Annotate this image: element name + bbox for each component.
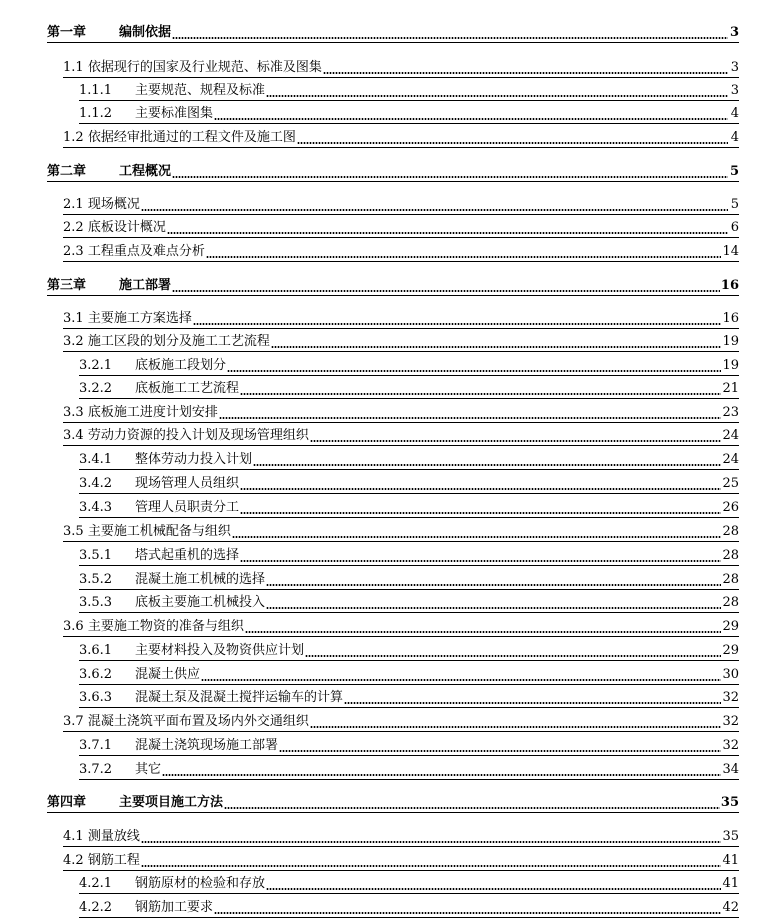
dot-leader (167, 231, 728, 235)
toc-entry[interactable] (63, 401, 739, 423)
toc-page-number: 28 (722, 524, 739, 539)
toc-entry-title (63, 714, 309, 731)
toc-page-number: 19 (722, 358, 739, 373)
toc-section-row[interactable] (0, 710, 784, 732)
toc-entry-number: 3.4.1 (79, 452, 113, 467)
toc-entry-text: 钢筋工程 (87, 853, 140, 868)
toc-page-number: 25 (722, 476, 739, 491)
toc-subsection-row[interactable] (0, 686, 784, 708)
toc-subsection-row[interactable] (0, 758, 784, 780)
toc-section-row[interactable] (0, 615, 784, 637)
toc-page-number: 32 (722, 714, 739, 729)
toc-chapter-row[interactable] (0, 274, 784, 296)
dot-leader (245, 630, 722, 634)
toc-page-number: 19 (722, 334, 739, 349)
toc-entry-title (79, 381, 239, 398)
toc-entry[interactable] (79, 896, 739, 918)
dot-leader (232, 535, 722, 539)
toc-page-number: 34 (722, 762, 739, 777)
toc-page-number: 28 (722, 572, 739, 587)
toc-entry-text: 整体劳动力投入计划 (135, 452, 253, 467)
toc-section-row[interactable] (0, 849, 784, 871)
toc-entry-title (63, 428, 309, 445)
toc-entry-text: 劳动力资源的投入计划及现场管理组织 (87, 428, 309, 443)
toc-entry-title (47, 795, 223, 812)
toc-page-number: 29 (722, 643, 739, 658)
toc-entry[interactable] (79, 377, 739, 399)
toc-subsection-row[interactable] (0, 872, 784, 894)
toc-section-row[interactable] (0, 193, 784, 215)
toc-entry-number: 3.6.3 (79, 690, 113, 705)
toc-entry-text: 主要施工物资的准备与组织 (87, 619, 244, 634)
dot-leader (266, 94, 728, 98)
toc-entry-text: 底板设计概况 (87, 220, 166, 235)
toc-entry-number: 第四章 (47, 795, 87, 810)
toc-entry-title (79, 358, 226, 375)
toc-page-number: 29 (722, 619, 739, 634)
toc-entry-number: 3.4.2 (79, 476, 113, 491)
toc-entry[interactable] (79, 872, 739, 894)
toc-entry-number: 1.1.1 (79, 83, 113, 98)
toc-entry[interactable] (79, 448, 739, 470)
toc-page-number: 5 (730, 197, 739, 212)
toc-entry[interactable] (47, 791, 739, 813)
dot-leader (240, 487, 721, 491)
dot-leader (162, 773, 721, 777)
toc-entry-text: 主要材料投入及物资供应计划 (135, 643, 305, 658)
dot-leader (141, 864, 722, 868)
toc-entry-number: 3.5.3 (79, 595, 113, 610)
toc-entry-number: 2.3 (63, 244, 84, 259)
toc-subsection-row[interactable] (0, 79, 784, 101)
toc-entry-title (63, 311, 192, 328)
toc-entry-number: 第三章 (47, 278, 87, 293)
dot-leader (266, 887, 721, 891)
toc-entry-number: 3.7.1 (79, 738, 113, 753)
toc-entry-title (63, 130, 296, 147)
toc-page-number: 35 (722, 829, 739, 844)
toc-entry-number: 3.6.2 (79, 667, 113, 682)
toc-entry-title (47, 278, 171, 295)
dot-leader (172, 175, 728, 179)
toc-subsection-row[interactable] (0, 102, 784, 124)
toc-entry-number: 1.2 (63, 130, 84, 145)
toc-entry-title (79, 548, 239, 565)
toc-subsection-row[interactable] (0, 639, 784, 661)
toc-entry-text: 工程重点及难点分析 (87, 244, 205, 259)
toc-page-number: 21 (722, 381, 739, 396)
toc-entry-text: 底板主要施工机械投入 (135, 595, 266, 610)
toc-subsection-row[interactable] (0, 377, 784, 399)
toc-entry[interactable] (79, 639, 739, 661)
toc-entry-number: 3.5.1 (79, 548, 113, 563)
toc-entry-title (79, 690, 343, 707)
toc-entry-number: 3.5.2 (79, 572, 113, 587)
toc-entry[interactable] (63, 849, 739, 871)
toc-entry-number: 3.2.2 (79, 381, 113, 396)
dot-leader (253, 463, 721, 467)
toc-entry-number: 2.2 (63, 220, 84, 235)
toc-entry[interactable] (63, 216, 739, 238)
toc-entry[interactable] (63, 424, 739, 446)
toc-entry-number: 3.6.1 (79, 643, 113, 658)
dot-leader (214, 911, 721, 915)
toc-entry[interactable] (63, 307, 739, 329)
toc-entry-text: 现场概况 (87, 197, 140, 212)
toc-page-number: 41 (722, 876, 739, 891)
toc-entry-title (63, 405, 218, 422)
toc-section-row[interactable] (0, 330, 784, 352)
toc-entry[interactable] (63, 193, 739, 215)
toc-section-row[interactable] (0, 825, 784, 847)
toc-page-number: 3 (729, 25, 739, 40)
toc-subsection-row[interactable] (0, 896, 784, 918)
toc-entry-number: 3.4.3 (79, 500, 113, 515)
dot-leader (240, 511, 721, 515)
dot-leader (344, 701, 721, 705)
toc-page-number: 24 (722, 428, 739, 443)
toc-entry-text: 底板施工进度计划安排 (87, 405, 218, 420)
dot-leader (271, 345, 722, 349)
toc-entry-text: 依据经审批通过的工程文件及施工图 (87, 130, 296, 145)
toc-entry-text: 工程概况 (119, 164, 172, 179)
toc-chapter-row[interactable] (0, 160, 784, 182)
toc-page-number: 28 (722, 548, 739, 563)
toc-entry-title (79, 643, 304, 660)
toc-entry-number: 4.2 (63, 853, 84, 868)
toc-entry-title (63, 197, 140, 214)
toc-entry[interactable] (63, 615, 739, 637)
dot-leader (219, 416, 722, 420)
toc-entry-text: 主要规范、规程及标准 (135, 83, 266, 98)
toc-entry-number: 4.1 (63, 829, 84, 844)
toc-page-number: 4 (730, 106, 739, 121)
toc-section-row[interactable] (0, 520, 784, 542)
toc-page-number: 41 (722, 853, 739, 868)
toc-entry-number: 3.7 (63, 714, 84, 729)
toc-entry-text: 钢筋加工要求 (135, 900, 214, 915)
toc-section-row[interactable] (0, 424, 784, 446)
toc-entry[interactable] (79, 663, 739, 685)
toc-page-number: 4 (730, 130, 739, 145)
toc-page-number: 6 (730, 220, 739, 235)
toc-entry[interactable] (79, 79, 739, 101)
toc-entry-number: 3.3 (63, 405, 84, 420)
dot-leader (141, 208, 728, 212)
toc-entry[interactable] (47, 274, 739, 296)
toc-subsection-row[interactable] (0, 663, 784, 685)
toc-entry[interactable] (79, 734, 739, 756)
toc-entry-number: 2.1 (63, 197, 84, 212)
toc-entry-number: 3.2.1 (79, 358, 113, 373)
toc-entry[interactable] (63, 126, 739, 148)
dot-leader (227, 369, 721, 373)
toc-page-number: 35 (720, 795, 739, 810)
toc-subsection-row[interactable] (0, 354, 784, 376)
toc-entry-text: 主要施工方案选择 (87, 311, 192, 326)
dot-leader (206, 255, 722, 259)
toc-subsection-row[interactable] (0, 496, 784, 518)
toc-entry-number: 3.7.2 (79, 762, 113, 777)
dot-leader (310, 439, 722, 443)
toc-entry-title (63, 60, 322, 77)
toc-entry-text: 管理人员职责分工 (135, 500, 240, 515)
dot-leader (305, 654, 721, 658)
toc-page-number: 28 (722, 595, 739, 610)
toc-section-row[interactable] (0, 56, 784, 78)
dot-leader (224, 806, 720, 810)
toc-entry-title (63, 244, 205, 261)
toc-entry-title (63, 524, 231, 541)
toc-entry[interactable] (63, 330, 739, 352)
toc-subsection-row[interactable] (0, 591, 784, 613)
dot-leader (279, 749, 721, 753)
toc-entry[interactable] (63, 56, 739, 78)
toc-entry-text: 主要标准图集 (135, 106, 214, 121)
toc-section-row[interactable] (0, 126, 784, 148)
dot-leader (323, 71, 728, 75)
toc-subsection-row[interactable] (0, 568, 784, 590)
toc-entry-number: 3.5 (63, 524, 84, 539)
toc-entry[interactable] (79, 472, 739, 494)
toc-entry-text: 钢筋原材的检验和存放 (135, 876, 266, 891)
toc-entry-text: 混凝土供应 (135, 667, 201, 682)
toc-entry[interactable] (47, 21, 739, 43)
toc-entry[interactable] (79, 591, 739, 613)
toc-entry-number: 1.1.2 (79, 106, 113, 121)
toc-entry-title (79, 572, 265, 589)
dot-leader (201, 678, 721, 682)
toc-entry[interactable] (63, 520, 739, 542)
toc-entry-title (79, 667, 200, 684)
toc-entry-title (79, 476, 239, 493)
toc-entry-text: 依据现行的国家及行业规范、标准及图集 (87, 60, 322, 75)
toc-section-row[interactable] (0, 401, 784, 423)
toc-page-number: 32 (722, 738, 739, 753)
dot-leader (297, 141, 728, 145)
toc-entry-text: 施工区段的划分及施工工艺流程 (87, 334, 270, 349)
toc-entry-number: 3.6 (63, 619, 84, 634)
toc-entry-title (79, 876, 265, 893)
toc-entry-title (79, 500, 239, 517)
toc-page-number: 42 (722, 900, 739, 915)
toc-entry-text: 测量放线 (87, 829, 140, 844)
toc-entry-title (63, 619, 244, 636)
toc-chapter-row[interactable] (0, 21, 784, 43)
toc-entry-number: 3.4 (63, 428, 84, 443)
toc-entry-text: 主要施工机械配备与组织 (87, 524, 231, 539)
toc-entry-title (47, 25, 171, 42)
toc-entry-text: 混凝土施工机械的选择 (135, 572, 266, 587)
toc-entry-title (79, 83, 265, 100)
toc-section-row[interactable] (0, 307, 784, 329)
toc-subsection-row[interactable] (0, 448, 784, 470)
toc-entry-text: 混凝土浇筑现场施工部署 (135, 738, 279, 753)
toc-entry[interactable] (79, 354, 739, 376)
toc-entry-title (79, 738, 278, 755)
toc-page-number: 14 (722, 244, 739, 259)
toc-entry-text: 现场管理人员组织 (135, 476, 240, 491)
dot-leader (266, 583, 721, 587)
toc-entry-number: 3.2 (63, 334, 84, 349)
toc-entry-number: 第一章 (47, 25, 87, 40)
toc-entry-text: 主要项目施工方法 (119, 795, 224, 810)
toc-entry-title (79, 106, 213, 123)
toc-entry-title (79, 900, 213, 917)
toc-page-number: 5 (729, 164, 739, 179)
toc-entry-number: 1.1 (63, 60, 84, 75)
toc-subsection-row[interactable] (0, 472, 784, 494)
toc-entry[interactable] (79, 686, 739, 708)
toc-entry-title (63, 334, 270, 351)
dot-leader (240, 559, 721, 563)
dot-leader (310, 725, 722, 729)
toc-entry-number: 3.1 (63, 311, 84, 326)
toc-page-number: 30 (722, 667, 739, 682)
dot-leader (240, 392, 721, 396)
toc-entry-text: 混凝土浇筑平面布置及场内外交通组织 (87, 714, 309, 729)
toc-chapter-row[interactable] (0, 791, 784, 813)
toc-entry-text: 底板施工工艺流程 (135, 381, 240, 396)
toc-page-number: 3 (730, 60, 739, 75)
toc-entry-number: 4.2.1 (79, 876, 113, 891)
toc-entry-text: 施工部署 (119, 278, 172, 293)
toc-entry[interactable] (79, 568, 739, 590)
toc-entry[interactable] (79, 544, 739, 566)
dot-leader (172, 289, 720, 293)
toc-entry-text: 编制依据 (119, 25, 172, 40)
toc-entry-title (63, 829, 140, 846)
toc-entry-title (79, 595, 265, 612)
toc-subsection-row[interactable] (0, 544, 784, 566)
dot-leader (193, 322, 722, 326)
toc-subsection-row[interactable] (0, 734, 784, 756)
toc-entry[interactable] (79, 496, 739, 518)
toc-entry-text: 塔式起重机的选择 (135, 548, 240, 563)
toc-page-number: 32 (722, 690, 739, 705)
dot-leader (141, 840, 722, 844)
dot-leader (266, 606, 721, 610)
toc-entry-text: 混凝土泵及混凝土搅拌运输车的计算 (135, 690, 344, 705)
toc-entry-title (63, 220, 166, 237)
toc-section-row[interactable] (0, 240, 784, 262)
toc-entry[interactable] (63, 710, 739, 732)
toc-page-number: 3 (730, 83, 739, 98)
dot-leader (214, 117, 728, 121)
toc-entry-text: 其它 (135, 762, 162, 777)
toc-entry-title (79, 762, 161, 779)
toc-entry-title (79, 452, 252, 469)
toc-entry[interactable] (79, 758, 739, 780)
toc-entry[interactable] (79, 102, 739, 124)
toc-section-row[interactable] (0, 216, 784, 238)
toc-page-number: 26 (722, 500, 739, 515)
toc-entry-title (63, 853, 140, 870)
toc-page-number: 24 (722, 452, 739, 467)
dot-leader (172, 36, 728, 40)
toc-page-number: 23 (722, 405, 739, 420)
toc-entry[interactable] (63, 825, 739, 847)
toc-entry-title (47, 164, 171, 181)
toc-entry-text: 底板施工段划分 (135, 358, 227, 373)
toc-page-number: 16 (720, 278, 739, 293)
toc-entry[interactable] (47, 160, 739, 182)
toc-page-number: 16 (722, 311, 739, 326)
toc-entry-number: 第二章 (47, 164, 87, 179)
toc-entry[interactable] (63, 240, 739, 262)
toc-entry-number: 4.2.2 (79, 900, 113, 915)
